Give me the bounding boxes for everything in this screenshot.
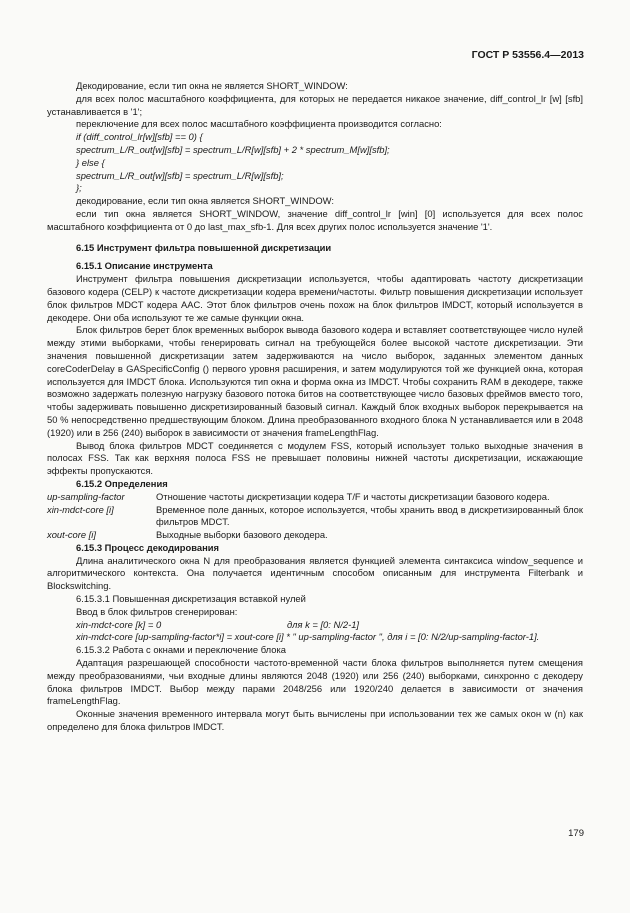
formula-condition: для k = [0: N/2-1] (287, 618, 360, 630)
definition-term: up-sampling-factor (47, 490, 125, 502)
paragraph: Ввод в блок фильтров сгенерирован: (76, 605, 238, 617)
code-line: if (diff_control_lr[w][sfb] == 0) { (76, 131, 203, 143)
subsubsection-heading: 6.15.3.2 Работа с окнами и переключение блока (76, 644, 286, 656)
definition-row (47, 491, 583, 504)
subsection-heading: 6.15.2 Определения (76, 477, 168, 489)
definition-term: xout-core [i] (47, 529, 96, 541)
definition-term: xin-mdct-core [i] (47, 503, 114, 515)
definition-row (47, 504, 583, 530)
definition-row (47, 529, 583, 542)
subsubsection-heading: 6.15.3.1 Повышенная дискретизация вставкой нулей (76, 593, 306, 605)
paragraph: Блок фильтров берет блок временных выборок вывода базового кодера и вставляет соответствующее число нулей между этими выборками, чтобы генерировать сигнал на требующейся более высокой частоте дискретизации. Эти значения повышенной дискретизации затем задерживаются на число выборок, заданных элементом данных coreCoderDelay в GASpecificConfig () первого уровня расширения, и затем модулируются той же функцией окна, которая используется для IMDCT блока. Используются тип окна и форма окна из IMDCT. Чтобы сохранить RAM в декодере, также возможно задержать полезную нагрузку базового потока битов на соответствующее число базовых фреймов вместо того, чтобы задерживать повышенно дискретизированный базовый сигнал. Каждый блок входных выборок перекрывается на 50 % непосредственно предшествующим блоком. Длина преобразованного входного блока N устанавливается или в 2048 (1920) или в 256 (240) выборок в зависимости от значения frameLengthFlag. (47, 324, 583, 438)
subsection-heading: 6.15.3 Процесс декодирования (76, 541, 219, 553)
paragraph: Инструмент фильтра повышения дискретизации используется, чтобы адаптировать частоту дискретизации базового кодера (CELP) к частоте дискретизации кодера времени/частоты. Фильтр повышения дискретизации использует блок фильтров MDCT кодера AAC. Этот блок фильтров очень похож на блок фильтров IMDCT, который используется в декодере. Они оба используют те же самые функции окна. (47, 273, 583, 323)
formula-line (47, 631, 583, 644)
subsection-heading: 6.15.1 Описание инструмента (76, 260, 213, 272)
paragraph: декодирование, если тип окна является SHORT_WINDOW: (76, 195, 334, 207)
code-line: spectrum_L/R_out[w][sfb] = spectrum_L/R[w][sfb]; (76, 169, 284, 181)
formula-left: xin-mdct-core [k] = 0 (76, 618, 162, 630)
standard-header: ГОСТ Р 53556.4—2013 (471, 49, 584, 61)
paragraph: переключение для всех полос масштабного коэффициента производится согласно: (76, 118, 442, 130)
formula-line (47, 619, 583, 632)
paragraph: Вывод блока фильтров MDCT соединяется с модулем FSS, который использует только выходные значения в полосах FSS. Так как верхняя полоса FSS не превышает половины нижней частоты дискретизации, искажающие эффекты пропускаются. (47, 439, 583, 477)
page-body (47, 80, 583, 734)
formula: xin-mdct-core [up-sampling-factor*i] = xout-core [i] * " up-sampling-factor ", для i = [0: N/2/up-sampling-factor-1]. (76, 631, 540, 643)
paragraph: для всех полос масштабного коэффициента, для которых не передается никакое значение, diff_control_lr [w] [sfb] устанавливается в '1'; (47, 92, 583, 117)
section-heading: 6.15 Инструмент фильтра повышенной дискретизации (76, 241, 332, 253)
code-line: spectrum_L/R_out[w][sfb] = spectrum_L/R[w][sfb] + 2 * spectrum_M[w][sfb]; (76, 143, 390, 155)
code-line: }; (76, 182, 82, 194)
page-number: 179 (568, 828, 584, 839)
paragraph: Оконные значения временного интервала могут быть вычислены при использовании тех же самых окон w (n) как определено для блока фильтров IMDCT. (47, 708, 583, 733)
paragraph: Длина аналитического окна N для преобразования является функцией элемента синтаксиса window_sequence и алгоритмического контекста. Она получается идентичным способом описанным для инструмента Filterbank и Blockswitching. (47, 554, 583, 592)
paragraph: если тип окна является SHORT_WINDOW, значение diff_control_lr [win] [0] используется для всех полос масштабного коэффициента от 0 до last_max_sfb-1. Для всех других полос используется значение '1'. (47, 207, 583, 232)
paragraph: Адаптация разрешающей способности частото-временной части блока фильтров выполняется путем смещения между преобразованиями, чьи входные длины являются 2048 (1920) или 256 (240) выборками, синхронно с декодеру блока фильтров IMDCT. Выбор между парами 2048/256 или 1920/240 делается в зависимости от значения frameLengthFlag. (47, 657, 583, 707)
definition-desc: Временное поле данных, которое используется, чтобы хранить ввод в дискретизированный блок фильтров MDCT. (156, 503, 583, 528)
definition-desc: Отношение частоты дискретизации кодера T/F и частоты дискретизации базового кодера. (156, 490, 550, 502)
code-line: } else { (76, 156, 105, 168)
definition-desc: Выходные выборки базового декодера. (156, 529, 328, 541)
paragraph: Декодирование, если тип окна не является SHORT_WINDOW: (76, 80, 348, 91)
